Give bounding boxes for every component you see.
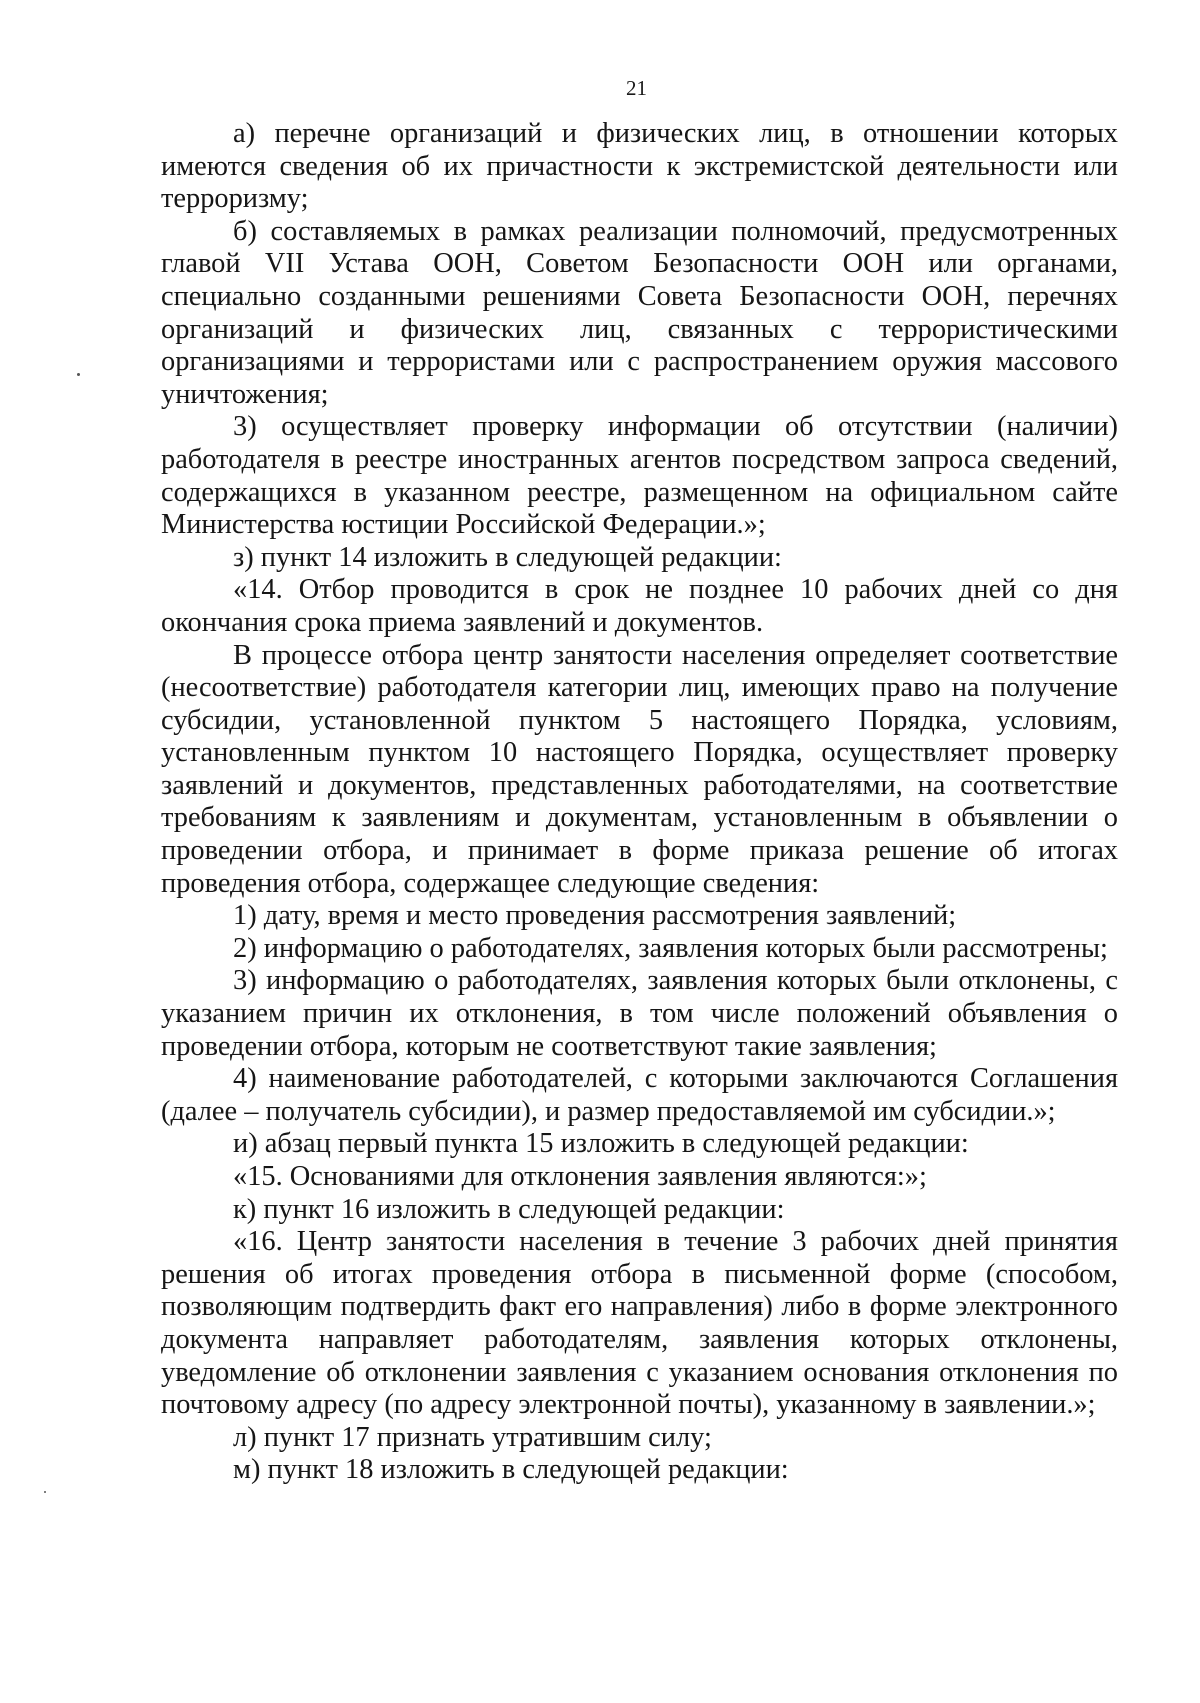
paragraph-k-point-16: к) пункт 16 изложить в следующей редакции: (233, 1193, 785, 1225)
paragraph-item-1-date: 1) дату, время и место проведения рассмотрения заявлений; (233, 900, 957, 932)
paragraph-3-foreign-agents-check: 3) осуществляет проверку информации об отсутствии (наличии) работодателя в реестре иностранных агентов посредством запроса сведений, содержащихся в указанном реестре, размещенном на официальном сайте Министерства юстиции Российской Федерации.»; (161, 411, 1118, 541)
paragraph-a-extremism-list: а) перечне организаций и физических лиц, в отношении которых имеются сведения об их причастности к экстремистской деятельности или терроризму; (161, 118, 1118, 215)
paragraph-i-point-15: и) абзац первый пункта 15 изложить в следующей редакции: (233, 1128, 969, 1160)
scan-speck (77, 373, 80, 376)
document-body (161, 118, 1118, 1487)
paragraph-point-16-text: «16. Центр занятости населения в течение 3 рабочих дней принятия решения об итогах проведения отбора в письменной форме (способом, позволяющим подтвердить факт его направления) либо в форме электронного документа направляет работодателям, заявления которых отклонены, уведомление об отклонении заявления с указанием основания отклонения по почтовому адресу (по адресу электронной почты), указанному в заявлении.»; (161, 1226, 1118, 1421)
paragraph-m-point-18: м) пункт 18 изложить в следующей редакции: (233, 1454, 789, 1486)
scan-speck (44, 1491, 46, 1493)
paragraph-b-un-lists: б) составляемых в рамках реализации полномочий, предусмотренных главой VII Устава ООН, Советом Безопасности ООН или органами, специально созданными решениями Совета Безопасности ООН, перечнях организаций и физических лиц, связанных с террористическими организациями и террористами или с распространением оружия массового уничтожения; (161, 215, 1118, 410)
page-number: 21 (626, 76, 647, 100)
paragraph-point-14-text: «14. Отбор проводится в срок не позднее 10 рабочих дней со дня окончания срока приема заявлений и документов. (161, 574, 1118, 638)
paragraph-item-3-rejected: 3) информацию о работодателях, заявления которых были отклонены, с указанием причин их отклонения, в том числе положений объявления о проведении отбора, которым не соответствуют такие заявления; (161, 965, 1118, 1062)
paragraph-l-point-17: л) пункт 17 признать утратившим силу; (233, 1421, 712, 1453)
paragraph-item-2-reviewed: 2) информацию о работодателях, заявления которых были рассмотрены; (233, 932, 1108, 964)
paragraph-selection-process: В процессе отбора центр занятости населения определяет соответствие (несоответствие) работодателя категории лиц, имеющих право на получение субсидии, установленной пунктом 5 настоящего Порядка, условиям, установленным пунктом 10 настоящего Порядка, осуществляет проверку заявлений и документов, представленных работодателями, на соответствие требованиям к заявлениям и документам, установленным в объявлении о проведении отбора, и принимает в форме приказа решение об итогах проведения отбора, содержащее следующие сведения: (161, 639, 1118, 899)
paragraph-z-point-14: з) пункт 14 изложить в следующей редакции: (233, 541, 782, 573)
paragraph-item-4-recipients: 4) наименование работодателей, с которыми заключаются Соглашения (далее – получатель субсидии), и размер предоставляемой им субсидии.»; (161, 1063, 1118, 1127)
paragraph-point-15-text: «15. Основаниями для отклонения заявления являются:»; (233, 1161, 927, 1192)
